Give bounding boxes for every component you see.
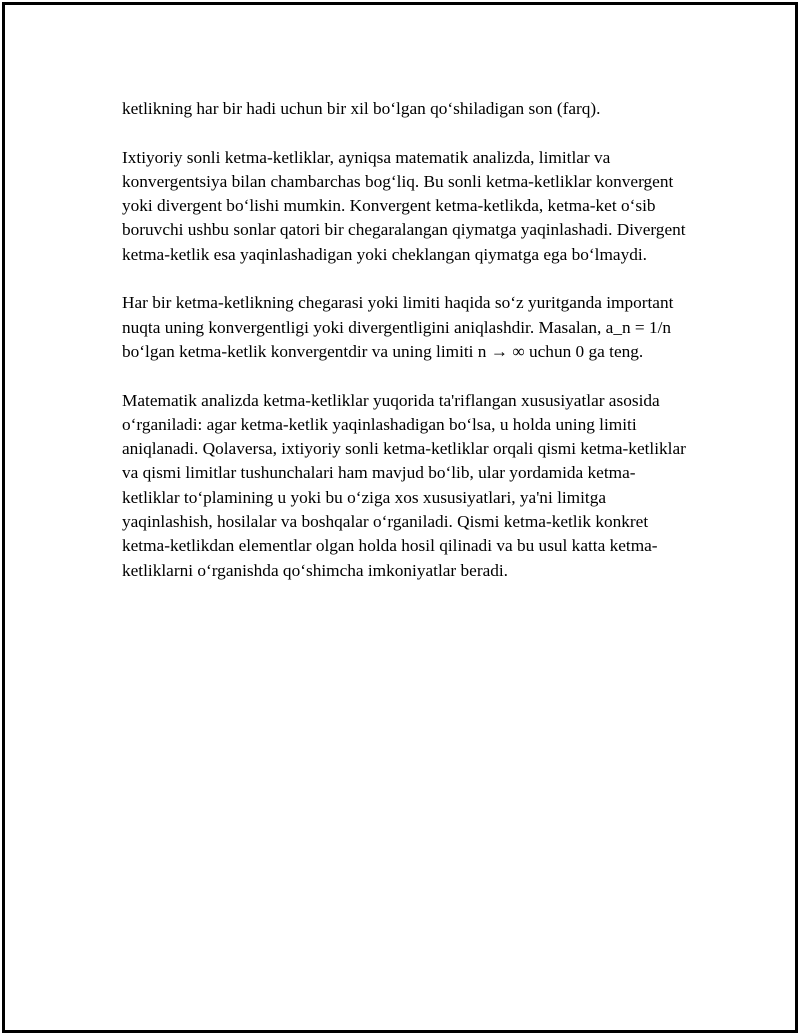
page-frame (2, 2, 798, 1033)
paragraph-2: Ixtiyoriy sonli ketma-ketliklar, ayniqsa matematik analizda, limitlar va konvergentsiya bilan chambarchas bog‘liq. Bu sonli ketma-ketliklar konvergent yoki divergent bo‘lishi mumkin. Konvergent ketma-ketlikda, ketma-ket o‘sib boruvchi ushbu sonlar qatori bir chegaralangan qiymatga yaqinlashadi. Divergent ketma-ketlik esa yaqinlashadigan yoki cheklangan qiymatga ega bo‘lmaydi. (122, 147, 686, 264)
document-body (122, 97, 687, 607)
paragraph-4: Matematik analizda ketma-ketliklar yuqorida ta'riflangan xususiyatlar asosida o‘rganiladi: agar ketma-ketlik yaqinlashadigan bo‘lsa, u holda uning limiti aniqlanadi. Qolaversa, ixtiyoriy sonli ketma-ketliklar orqali qismi ketma-ketliklar va qismi limitlar tushunchalari ham mavjud bo‘lib, ular yordamida ketma-ketliklar to‘plamining u yoki bu o‘ziga xos xususiyatlari, ya'ni limitga yaqinlashish, hosilalar va boshqalar o‘rganiladi. Qismi ketma-ketlik konkret ketma-ketlikdan elementlar olgan holda hosil qilinadi va bu usul katta ketma-ketliklarni o‘rganishda qo‘shimcha imkoniyatlar beradi. (122, 390, 686, 580)
paragraph-3: Har bir ketma-ketlikning chegarasi yoki limiti haqida so‘z yuritganda important nuqta uning konvergentligi yoki divergentligini aniqlashdir. Masalan, a_n = 1/n bo‘lgan ketma-ketlik konvergentdir va uning limiti n → ∞ uchun 0 ga teng. (122, 293, 674, 361)
paragraph-1: ketlikning har bir hadi uchun bir xil bo‘lgan qo‘shiladigan son (farq). (122, 99, 601, 118)
